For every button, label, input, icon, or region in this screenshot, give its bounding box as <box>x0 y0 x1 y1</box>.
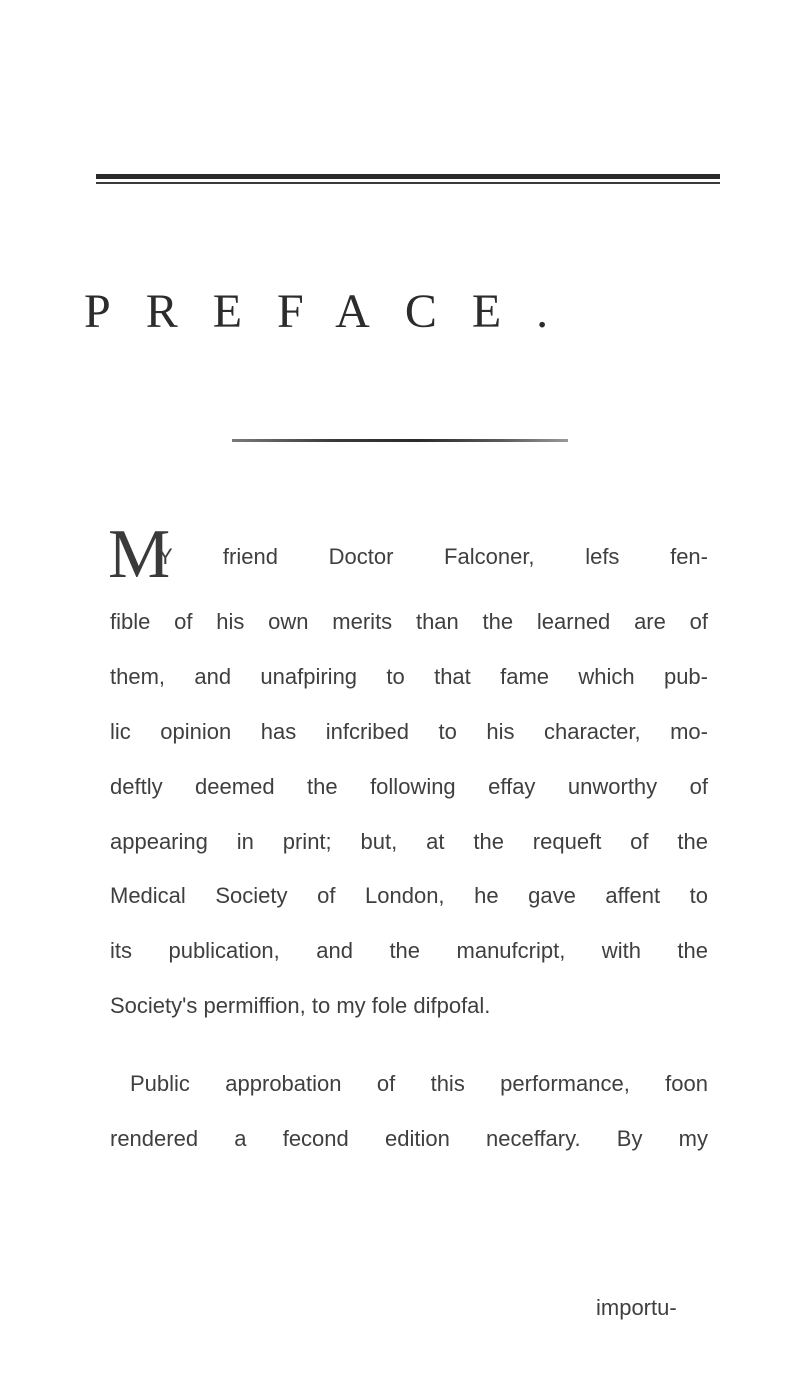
text-line-7: Medical Society of London, he gave affent to <box>110 883 708 908</box>
text-line-6: appearing in print; but, at the requeft of the <box>110 829 708 854</box>
text-line-1: Y friend Doctor Falconer, lefs fen- <box>158 544 708 569</box>
catchword: importu- <box>596 1295 677 1320</box>
text-line-8: its publication, and the manufcript, with the <box>110 938 708 963</box>
page-title: PREFACE. <box>84 285 584 338</box>
text-line-9: Society's permiffion, to my fole difpofal. <box>110 993 491 1018</box>
text-line-11: rendered a fecond edition neceffary. By my <box>110 1126 708 1151</box>
drop-cap: M <box>108 516 171 593</box>
text-line-3: them, and unafpiring to that fame which pub- <box>110 664 708 689</box>
text-line-4: lic opinion has infcribed to his character, mo- <box>110 719 708 744</box>
text-line-10: Public approbation of this performance, foon <box>130 1071 708 1096</box>
text-line-2: fible of his own merits than the learned are of <box>110 609 708 634</box>
text-line-5: deftly deemed the following effay unworthy of <box>110 774 708 799</box>
